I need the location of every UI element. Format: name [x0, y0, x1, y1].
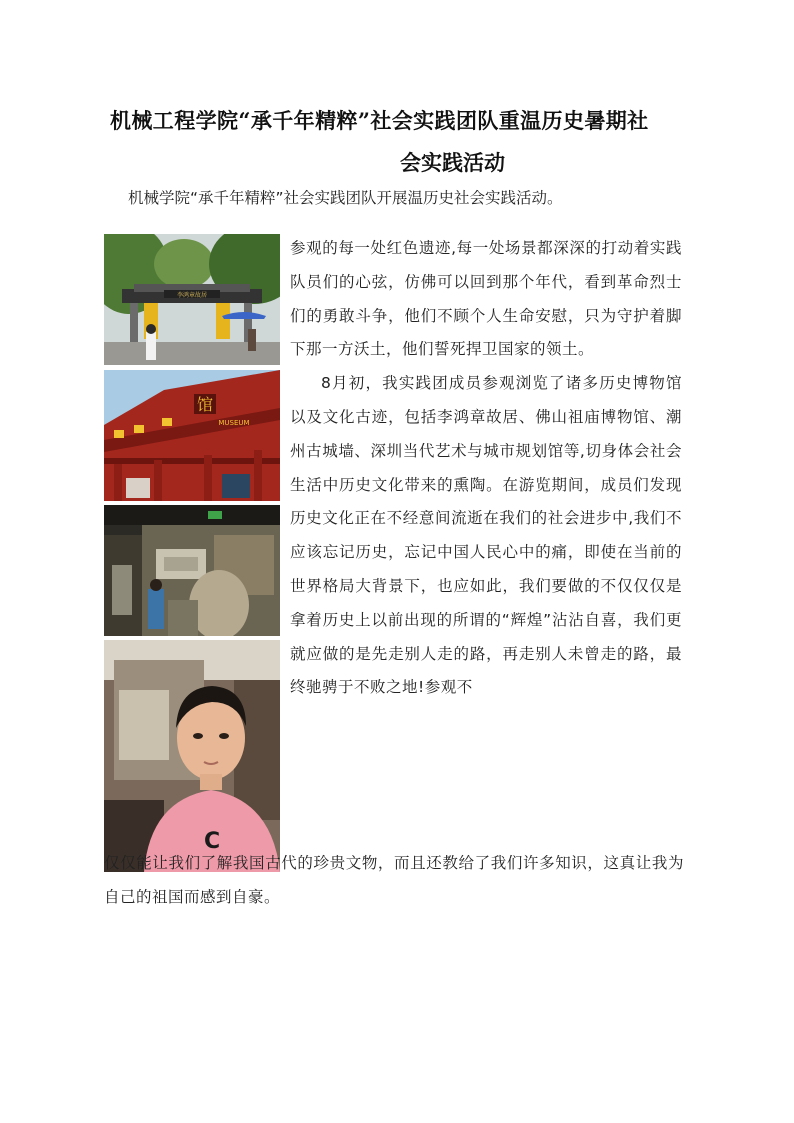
photo-exhibit-hall [104, 505, 280, 636]
photo-museum-sign-cn: 馆 [196, 395, 214, 414]
photo-gate-image [104, 234, 280, 365]
photo-museum-sign-en: MUSEUM [218, 419, 250, 427]
paragraph-2-tail: 仅仅能让我们了解我国古代的珍贵文物，而且还教给了我们许多知识，这真让我为自己的祖国而感到自豪。 [104, 854, 684, 906]
photo-selfie-image [104, 640, 280, 872]
body-text-tail [104, 847, 684, 915]
body-text-column [290, 232, 682, 705]
photo-gate [104, 234, 280, 365]
photo-selfie [104, 640, 280, 872]
title-line-1: 机械工程学院“承千年精粹”社会实践团队重温历史暑期社 [110, 108, 649, 133]
photo-gate-sign: 李鸿章故居 [176, 292, 208, 299]
photo-red-museum [104, 370, 280, 501]
paragraph-1: 参观的每一处红色遗迹,每一处场景都深深的打动着实践队员们的心弦，仿佛可以回到那个年代，看到革命烈士们的勇敢斗争，他们不顾个人生命安慰，只为守护着脚下那一方沃土，他们誓死捍卫国家的领土。 [290, 239, 682, 359]
document-title [110, 100, 690, 184]
photo-selfie-shirt-print: C [204, 829, 221, 854]
photo-exhibit-hall-image [104, 505, 280, 636]
title-line-2: 会实践活动 [400, 150, 505, 175]
photo-red-museum-image [104, 370, 280, 501]
paragraph-2: 8月初，我实践团成员参观浏览了诸多历史博物馆以及文化古迹，包括李鸿章故居、佛山祖庙博物馆、潮州古城墙、深圳当代艺术与城市规划馆等,切身体会社会生活中历史文化带来的熏陶。在游览期间，成员们发现历史文化正在不经意间流逝在我们的社会进步中,我们不应该忘记历史，忘记中国人民心中的痛，即使在当前的世界格局大背景下，也应如此，我们要做的不仅仅仅是拿着历史上以前出现的所谓的“辉煌”沾沾自喜，我们更就应做的是先走别人走的路，再走别人未曾走的路，最终驰骋于不败之地!参观不 [290, 374, 682, 697]
lead-paragraph: 机械学院“承千年精粹”社会实践团队开展温历史社会实践活动。 [128, 189, 563, 207]
